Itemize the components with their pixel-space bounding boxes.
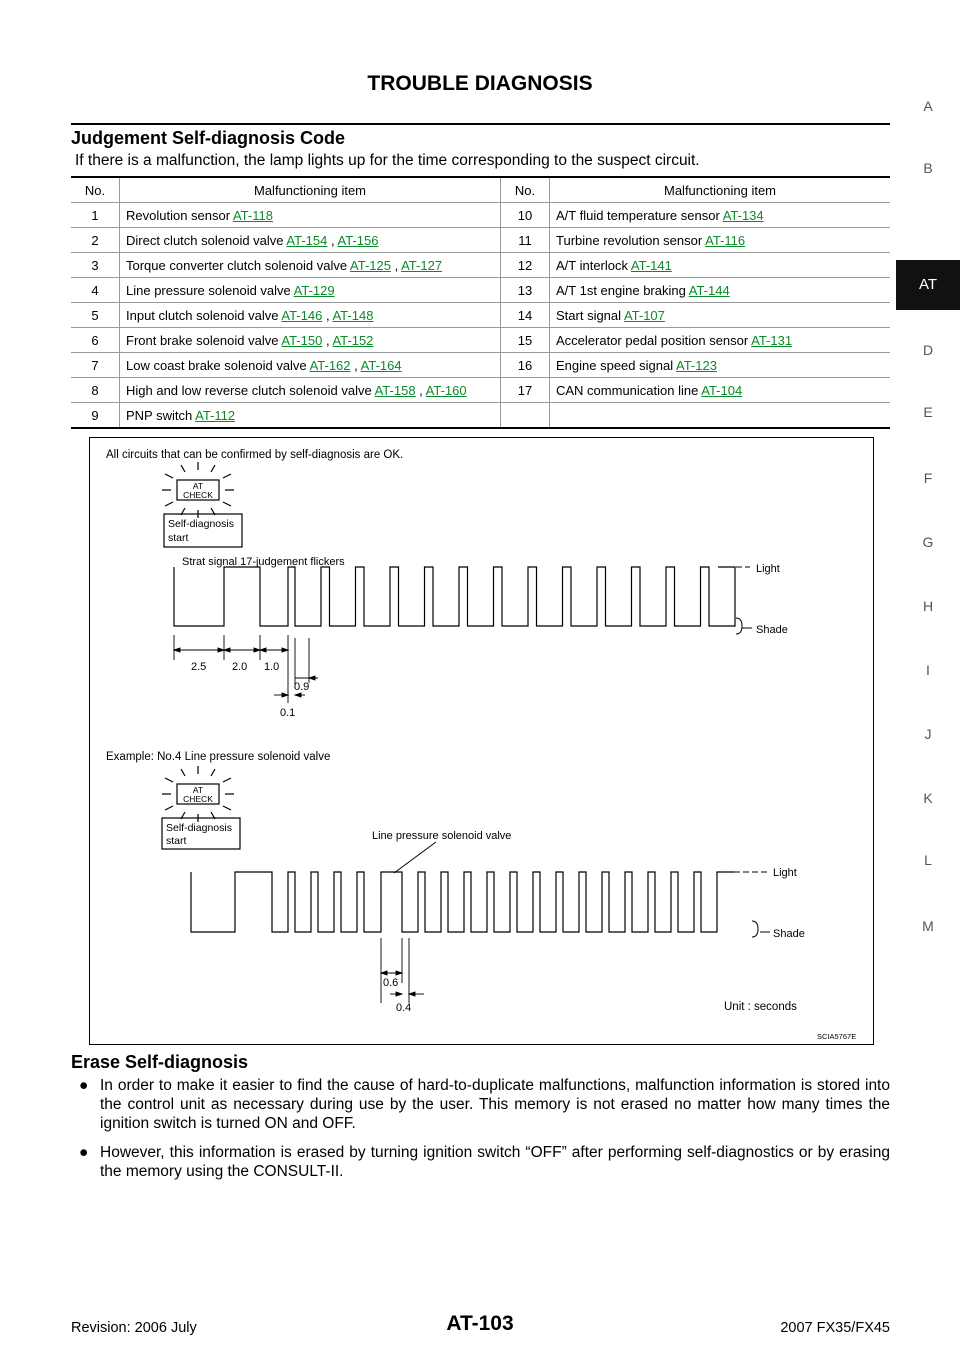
link-separator: , (350, 357, 361, 373)
malfunction-item (120, 303, 501, 328)
shade-label-top: Shade (756, 624, 788, 636)
malfunction-item (550, 303, 891, 328)
item-text: A/T fluid temperature sensor (556, 207, 723, 223)
table-row (71, 353, 890, 378)
malfunction-item (550, 353, 891, 378)
lamp-label-at: AT (192, 481, 204, 491)
erase-bullets (77, 1076, 890, 1191)
example-caption: Example: No.4 Line pressure solenoid valve (106, 751, 331, 763)
strat-signal-label: Strat signal 17-judgement flickers (182, 556, 345, 568)
side-tab-j[interactable]: J (924, 726, 932, 742)
side-tab-b[interactable]: B (923, 160, 933, 176)
item-text: High and low reverse clutch solenoid valve (126, 382, 375, 398)
item-text: Engine speed signal (556, 357, 676, 373)
line-pressure-leader (394, 842, 436, 873)
bullet-text: In order to make it easier to find the cause of hard-to-duplicate malfunctions, malfunction information is stored into the control unit as necessary during use by the user. This memory is not erased no matter how many times the ignition switch is turned ON and OFF. (100, 1077, 890, 1132)
link-separator: , (322, 332, 333, 348)
reference-link[interactable]: AT-160 (425, 382, 467, 398)
item-text: A/T 1st engine braking (556, 282, 689, 298)
start-box-line2: start (168, 532, 189, 544)
item-text: Front brake solenoid valve (126, 332, 282, 348)
row-number: 11 (501, 228, 550, 253)
bullet-item (77, 1143, 890, 1181)
dim-1-0: 1.0 (264, 661, 280, 673)
dimension-lines-bottom (381, 938, 424, 1003)
side-tab-d[interactable]: D (922, 342, 934, 358)
lamp2-label-check: CHECK (183, 794, 213, 804)
link-separator: , (322, 307, 333, 323)
side-tab-i[interactable]: I (926, 662, 930, 678)
dim-0-9: 0.9 (294, 681, 310, 693)
line-pressure-label: Line pressure solenoid valve (372, 830, 512, 842)
row-number: 13 (501, 278, 550, 303)
row-number: 8 (71, 378, 120, 403)
shade-label-bottom: Shade (773, 928, 805, 940)
malfunction-item (120, 378, 501, 403)
reference-link[interactable]: AT-164 (360, 357, 402, 373)
dim-2-5: 2.5 (191, 661, 207, 673)
side-tab-at[interactable]: AT (896, 260, 960, 310)
link-separator: , (327, 232, 338, 248)
link-separator: , (390, 257, 402, 273)
row-number: 12 (501, 253, 550, 278)
side-tab-h[interactable]: H (922, 598, 934, 614)
row-number: 14 (501, 303, 550, 328)
side-tab-g[interactable]: G (922, 534, 934, 550)
shade-bracket-bottom (752, 921, 758, 937)
side-tab-e[interactable]: E (923, 404, 933, 420)
malfunction-item (550, 253, 891, 278)
col-header-item: Malfunctioning item (120, 177, 501, 203)
signal-waveform-top (174, 567, 735, 626)
item-text: Torque converter clutch solenoid valve (126, 257, 351, 273)
item-text: Direct clutch solenoid valve (126, 232, 287, 248)
col-header-item-2: Malfunctioning item (550, 177, 891, 203)
malfunction-item (550, 203, 891, 228)
footer-model: 2007 FX35/FX45 (780, 1320, 890, 1336)
reference-link[interactable]: AT-131 (751, 332, 793, 348)
reference-link[interactable]: AT-148 (332, 307, 374, 323)
start-box-line1: Self-diagnosis (168, 518, 234, 530)
reference-link[interactable]: AT-146 (281, 307, 323, 323)
item-text: Accelerator pedal position sensor (556, 332, 752, 348)
malfunction-item (120, 278, 501, 303)
reference-link[interactable]: AT-107 (623, 307, 665, 323)
reference-link[interactable]: AT-158 (374, 382, 416, 398)
light-label-bottom: Light (773, 867, 797, 879)
row-number: 5 (71, 303, 120, 328)
malfunction-item (550, 278, 891, 303)
unit-label: Unit : seconds (724, 1001, 797, 1013)
signal-waveform-bottom (191, 872, 734, 932)
row-number: 4 (71, 278, 120, 303)
shade-bracket-top (736, 618, 742, 634)
lamp2-label-at: AT (192, 785, 204, 795)
reference-link[interactable]: AT-123 (675, 357, 717, 373)
dim-0-4: 0.4 (396, 1002, 412, 1014)
table-row (71, 328, 890, 353)
reference-link[interactable]: AT-104 (701, 382, 743, 398)
side-tab-k[interactable]: K (923, 790, 933, 806)
item-text: Input clutch solenoid valve (126, 307, 282, 323)
malfunction-item (120, 403, 501, 429)
reference-link[interactable]: AT-141 (630, 257, 672, 273)
start-box2-line1: Self-diagnosis (166, 822, 232, 834)
row-number: 16 (501, 353, 550, 378)
row-number: 6 (71, 328, 120, 353)
row-number: 17 (501, 378, 550, 403)
dim-2-0: 2.0 (232, 661, 248, 673)
item-text: Turbine revolution sensor (556, 232, 706, 248)
item-text: PNP switch (126, 407, 196, 423)
table-row (71, 228, 890, 253)
reference-link[interactable]: AT-152 (332, 332, 374, 348)
footer-revision: Revision: 2006 July (71, 1320, 197, 1336)
row-number: 7 (71, 353, 120, 378)
item-text: Start signal (556, 307, 624, 323)
row-number: 10 (501, 203, 550, 228)
malfunction-item (550, 403, 891, 429)
bullet-dot-icon: ● (79, 1077, 89, 1094)
lamp-label-check: CHECK (183, 490, 213, 500)
row-number: 2 (71, 228, 120, 253)
table-row (71, 253, 890, 278)
reference-link[interactable]: AT-154 (286, 232, 328, 248)
bullet-dot-icon: ● (79, 1144, 89, 1161)
intro-text: If there is a malfunction, the lamp lights up for the time corresponding to the suspect circuit. (75, 152, 700, 169)
malfunction-item (120, 228, 501, 253)
item-text: A/T interlock (556, 257, 631, 273)
bullet-item (77, 1076, 890, 1133)
malfunction-item (120, 253, 501, 278)
table-row (71, 378, 890, 403)
figure-top-caption: All circuits that can be confirmed by self-diagnosis are OK. (106, 449, 404, 461)
table-row (71, 278, 890, 303)
reference-link[interactable]: AT-127 (401, 257, 443, 273)
section-heading-erase: Erase Self-diagnosis (71, 1052, 249, 1072)
side-tab-l[interactable]: L (924, 852, 932, 868)
row-number (501, 403, 550, 429)
malfunction-table (71, 176, 890, 429)
malfunction-item (120, 328, 501, 353)
dim-0-6: 0.6 (383, 977, 399, 989)
reference-link[interactable]: AT-134 (722, 207, 764, 223)
reference-link[interactable]: AT-150 (281, 332, 323, 348)
reference-link[interactable]: AT-129 (293, 282, 335, 298)
reference-link[interactable]: AT-112 (195, 407, 236, 423)
reference-link[interactable]: AT-118 (232, 207, 273, 223)
row-number: 9 (71, 403, 120, 429)
diagnosis-figure (89, 437, 874, 1045)
side-tab-f[interactable]: F (923, 470, 933, 486)
flicker-timing-diagram (90, 438, 873, 1044)
link-separator: , (415, 382, 426, 398)
item-text: CAN communication line (556, 382, 702, 398)
reference-link[interactable]: AT-125 (350, 257, 391, 273)
table-row (71, 303, 890, 328)
side-tab-a[interactable]: A (923, 98, 933, 114)
side-tab-m[interactable]: M (922, 918, 934, 934)
reference-link[interactable]: AT-144 (688, 282, 730, 298)
figure-code: SCIA5767E (817, 1032, 857, 1041)
reference-link[interactable]: AT-156 (337, 232, 379, 248)
table-header-row (71, 177, 890, 203)
table-row (71, 203, 890, 228)
item-text: Line pressure solenoid valve (126, 282, 294, 298)
item-text: Revolution sensor (126, 207, 233, 223)
row-number: 15 (501, 328, 550, 353)
malfunction-item (550, 378, 891, 403)
reference-link[interactable]: AT-162 (309, 357, 351, 373)
reference-link[interactable]: AT-116 (705, 232, 746, 248)
row-number: 1 (71, 203, 120, 228)
start-box2-line2: start (166, 835, 187, 847)
section-heading-judgement: Judgement Self-diagnosis Code (71, 128, 346, 148)
malfunction-item (550, 328, 891, 353)
malfunction-item (120, 353, 501, 378)
item-text: Low coast brake solenoid valve (126, 357, 310, 373)
footer-page-number: AT-103 (446, 1312, 514, 1335)
table-row (71, 403, 890, 429)
malfunction-item (550, 228, 891, 253)
col-header-no-2: No. (501, 177, 550, 203)
row-number: 3 (71, 253, 120, 278)
dim-0-1: 0.1 (280, 707, 296, 719)
col-header-no: No. (71, 177, 120, 203)
header-rule (71, 123, 890, 125)
malfunction-item (120, 203, 501, 228)
light-label-top: Light (756, 563, 780, 575)
bullet-text: However, this information is erased by turning ignition switch “OFF” after performing self-diagnostics or by erasing the memory using the CONSULT-II. (100, 1144, 890, 1180)
page-header-title: TROUBLE DIAGNOSIS (367, 72, 593, 95)
